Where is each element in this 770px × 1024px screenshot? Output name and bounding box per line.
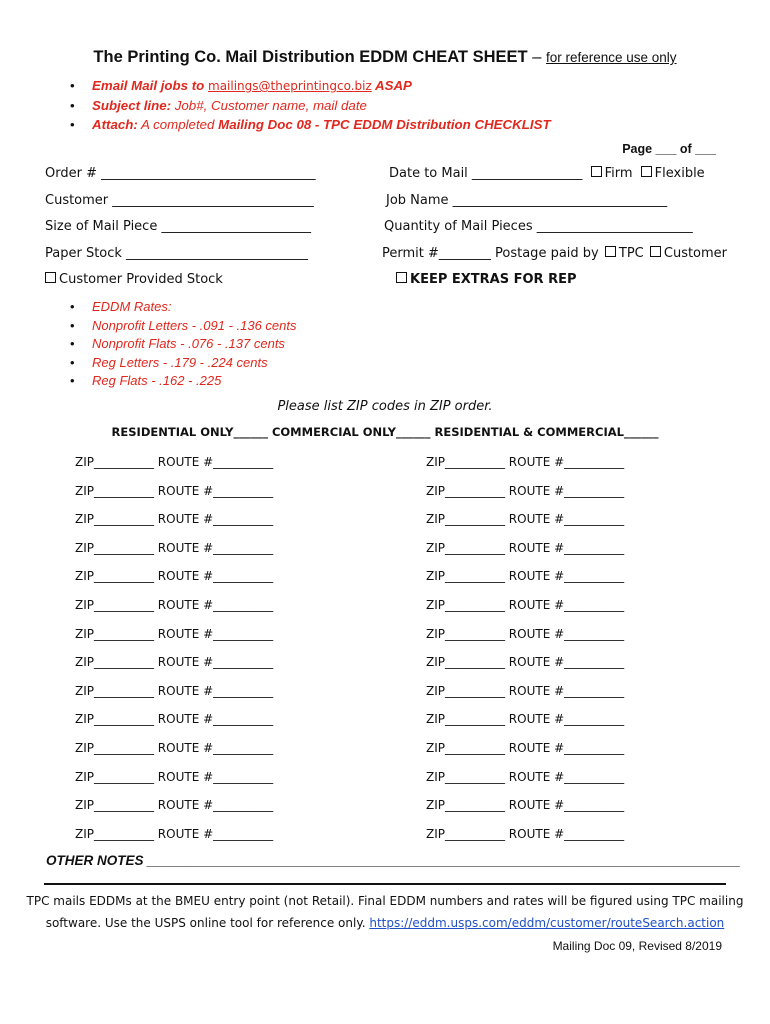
- zip-route-entry-left[interactable]: ZIP__________ ROUTE #__________: [75, 655, 274, 670]
- checkbox-icon[interactable]: [45, 272, 56, 283]
- quantity-field[interactable]: Quantity of Mail Pieces ________________________: [384, 219, 693, 234]
- eddm-rates-list: [70, 298, 297, 391]
- zip-route-entry-left[interactable]: ZIP__________ ROUTE #__________: [75, 512, 274, 527]
- zip-route-entry-left[interactable]: ZIP__________ ROUTE #__________: [75, 769, 274, 784]
- checkbox-icon[interactable]: [650, 246, 661, 257]
- zip-instruction: Please list ZIP codes in ZIP order.: [277, 399, 493, 414]
- footer-divider: [44, 883, 726, 885]
- zip-route-entry-left[interactable]: ZIP__________ ROUTE #__________: [75, 626, 274, 641]
- zip-route-entry-right[interactable]: ZIP__________ ROUTE #__________: [426, 798, 625, 813]
- title-text: The Printing Co. Mail Distribution EDDM CHEAT SHEET: [93, 48, 528, 66]
- rate-item: • Nonprofit Flats - .076 - .137 cents: [70, 335, 297, 354]
- zip-route-entry-right[interactable]: ZIP__________ ROUTE #__________: [426, 826, 625, 841]
- paper-stock-field[interactable]: Paper Stock ____________________________: [45, 246, 309, 261]
- zip-route-entry-right[interactable]: ZIP__________ ROUTE #__________: [426, 741, 625, 755]
- usps-route-search-link[interactable]: https://eddm.usps.com/eddm/customer/routeSearch.action: [369, 916, 725, 930]
- zip-route-entry-right[interactable]: ZIP__________ ROUTE #__________: [426, 626, 625, 641]
- title-dash: –: [527, 48, 546, 66]
- email-link[interactable]: mailings@theprintingco.biz: [208, 79, 372, 93]
- zip-route-entry-right[interactable]: ZIP__________ ROUTE #__________: [426, 683, 625, 698]
- order-field[interactable]: Order # _________________________________: [45, 166, 316, 181]
- zip-route-entry-right[interactable]: ZIP__________ ROUTE #__________: [426, 512, 625, 527]
- zip-route-entry-left[interactable]: ZIP__________ ROUTE #__________: [75, 798, 274, 813]
- instruction-attach: • Attach: A completed Mailing Doc 08 - TPC EDDM Distribution CHECKLIST: [70, 115, 551, 135]
- zip-route-entry-left[interactable]: ZIP__________ ROUTE #__________: [75, 826, 274, 841]
- zip-route-entry-left[interactable]: ZIP__________ ROUTE #__________: [75, 569, 274, 584]
- zip-route-entry-right[interactable]: ZIP__________ ROUTE #__________: [426, 569, 625, 584]
- zip-route-entry-right[interactable]: ZIP__________ ROUTE #__________: [426, 769, 625, 784]
- customer-provided-stock-option[interactable]: Customer Provided Stock: [45, 272, 223, 287]
- checkbox-icon[interactable]: [591, 166, 602, 177]
- rate-item: • Reg Flats - .162 - .225: [70, 372, 297, 391]
- customer-field[interactable]: Customer _______________________________: [45, 193, 314, 208]
- instruction-email: • Email Mail jobs to mailings@theprintingco.biz ASAP: [70, 76, 551, 96]
- zip-route-entry-right[interactable]: ZIP__________ ROUTE #__________: [426, 655, 625, 670]
- zip-route-entry-left[interactable]: ZIP__________ ROUTE #__________: [75, 455, 274, 469]
- footer-line-2: software. Use the USPS online tool for reference only. https://eddm.usps.com/eddm/customer/routeSearch.action: [45, 916, 725, 930]
- zip-route-entry-left[interactable]: ZIP__________ ROUTE #__________: [75, 598, 274, 612]
- zip-route-entry-left[interactable]: ZIP__________ ROUTE #__________: [75, 540, 274, 555]
- instruction-list: [70, 76, 551, 135]
- zip-route-entry-left[interactable]: ZIP__________ ROUTE #__________: [75, 483, 274, 498]
- zip-route-entry-right[interactable]: ZIP__________ ROUTE #__________: [426, 455, 625, 469]
- date-to-mail-field[interactable]: Date to Mail _________________ Firm Flexible: [389, 166, 705, 181]
- checkbox-icon[interactable]: [605, 246, 616, 257]
- rate-item: • Nonprofit Letters - .091 - .136 cents: [70, 317, 297, 336]
- other-notes-field[interactable]: OTHER NOTES _______________________________________________________________________________: [46, 853, 741, 868]
- instruction-subject: • Subject line: Job#, Customer name, mail date: [70, 96, 551, 116]
- zip-route-entry-right[interactable]: ZIP__________ ROUTE #__________: [426, 540, 625, 555]
- zip-route-entry-right[interactable]: ZIP__________ ROUTE #__________: [426, 483, 625, 498]
- mail-piece-size-field[interactable]: Size of Mail Piece _______________________: [45, 219, 311, 234]
- footer-note: [0, 890, 770, 934]
- rate-item: • Reg Letters - .179 - .224 cents: [70, 354, 297, 373]
- zip-route-entry-left[interactable]: ZIP__________ ROUTE #__________: [75, 683, 274, 698]
- permit-field[interactable]: Permit #________ Postage paid by TPC Customer: [382, 246, 728, 261]
- rate-item: • EDDM Rates:: [70, 298, 297, 317]
- keep-extras-option[interactable]: KEEP EXTRAS FOR REP: [396, 272, 577, 287]
- zip-route-entry-left[interactable]: ZIP__________ ROUTE #__________: [75, 741, 274, 755]
- checkbox-icon[interactable]: [396, 272, 407, 283]
- document-id: Mailing Doc 09, Revised 8/2019: [552, 939, 722, 953]
- zip-route-entry-right[interactable]: ZIP__________ ROUTE #__________: [426, 598, 625, 612]
- checkbox-icon[interactable]: [641, 166, 652, 177]
- footer-line-1: TPC mails EDDMs at the BMEU entry point (not Retail). Final EDDM numbers and rates will be figured using TPC mailing: [26, 894, 744, 908]
- page-title: [0, 48, 770, 67]
- job-name-field[interactable]: Job Name _________________________________: [386, 193, 668, 208]
- zip-category-selector[interactable]: RESIDENTIAL ONLY______ COMMERCIAL ONLY______ RESIDENTIAL & COMMERCIAL______: [111, 425, 659, 439]
- zip-route-entry-right[interactable]: ZIP__________ ROUTE #__________: [426, 712, 625, 727]
- title-note: for reference use only: [545, 50, 677, 65]
- page-number-field[interactable]: Page ___ of ___: [622, 142, 716, 156]
- zip-route-entry-left[interactable]: ZIP__________ ROUTE #__________: [75, 712, 274, 727]
